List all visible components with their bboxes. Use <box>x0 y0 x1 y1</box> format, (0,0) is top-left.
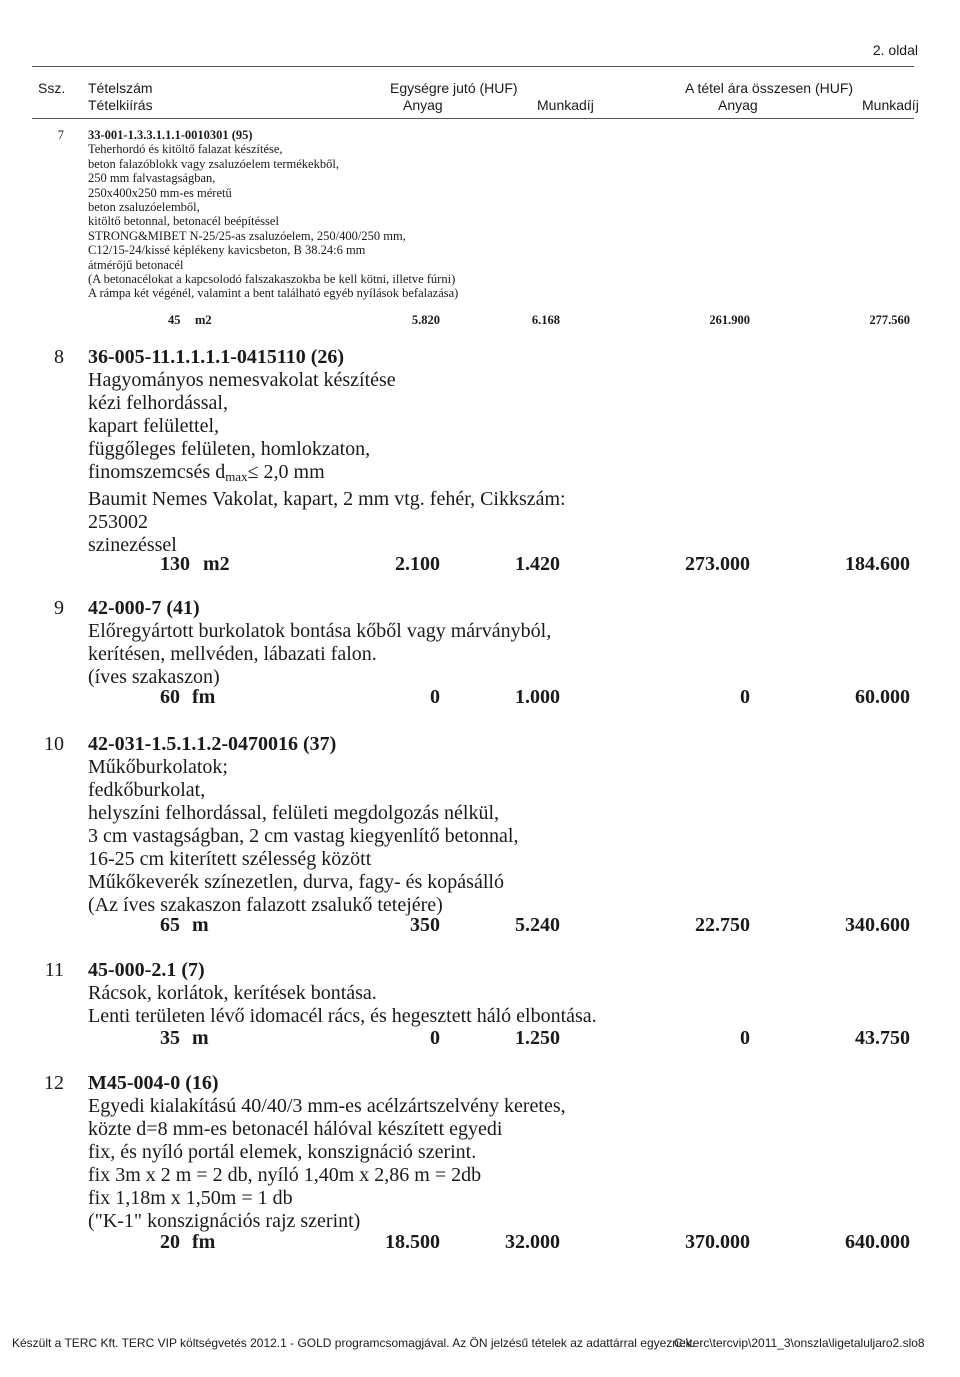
item-unit: fm <box>192 686 216 708</box>
item-line: helyszíni felhordással, felületi megdolgozás nélkül, <box>88 802 499 824</box>
item-number: 12 <box>44 1072 64 1094</box>
item-line: Előregyártott burkolatok bontása kőből vagy márványból, <box>88 620 552 642</box>
item-line: Baumit Nemes Vakolat, kapart, 2 mm vtg. fehér, Cikkszám: <box>88 488 566 510</box>
header-rule-top <box>32 66 914 67</box>
unit-price-munkadij: 1.000 <box>515 686 560 708</box>
item-description <box>88 128 458 301</box>
item-code: M45-004-0 (16) <box>88 1072 219 1094</box>
total-munkadij: 184.600 <box>845 553 910 575</box>
header-tetelszam: Tételszám <box>88 80 153 96</box>
item-unit: m2 <box>203 553 230 575</box>
header-rule-bottom <box>32 118 914 119</box>
header-anyag-unit: Anyag <box>403 97 443 113</box>
unit-price-munkadij: 6.168 <box>531 313 560 327</box>
item-unit: m2 <box>195 313 212 327</box>
item-line: Műkőkeverék színezetlen, durva, fagy- és kopásálló <box>88 871 504 893</box>
item-quantity: 20 <box>160 1231 180 1253</box>
header-egysegre: Egységre jutó (HUF) <box>390 80 518 96</box>
item-quantity: 45 <box>168 313 181 327</box>
item-quantity: 35 <box>160 1027 180 1049</box>
item-line: Egyedi kialakítású 40/40/3 mm-es acélzártszelvény keretes, <box>88 1095 566 1117</box>
item-line: 3 cm vastagságban, 2 cm vastag kiegyenlítő betonnal, <box>88 825 519 847</box>
item-number: 9 <box>54 597 64 619</box>
total-anyag: 261.900 <box>709 313 750 327</box>
item-quantity: 130 <box>160 553 190 575</box>
header-ssz: Ssz. <box>38 80 66 96</box>
total-munkadij: 277.560 <box>869 313 910 327</box>
item-description <box>88 959 597 1028</box>
item-line: kézi felhordással, <box>88 392 228 414</box>
unit-price-anyag: 18.500 <box>385 1231 440 1253</box>
item-line: (íves szakaszon) <box>88 666 220 688</box>
item-number: 11 <box>44 959 64 981</box>
total-munkadij: 340.600 <box>845 914 910 936</box>
item-code: 33-001-1.3.3.1.1.1-0010301 (95) <box>88 128 253 142</box>
header-munkadij-total: Munkadíj <box>862 97 919 113</box>
header-munkadij-unit: Munkadíj <box>537 97 594 113</box>
item-line: függőleges felületen, homlokzaton, <box>88 438 371 460</box>
item-line: STRONG&MIBET N-25/25-as zsaluzóelem, 250/400/250 mm, <box>88 228 406 243</box>
page-number: 2. oldal <box>872 42 918 58</box>
item-line: kitöltő betonnal, betonacél beépítéssel <box>88 214 279 229</box>
item-number: 10 <box>44 733 64 755</box>
item-line: Műkőburkolatok; <box>88 756 228 778</box>
unit-price-anyag: 350 <box>410 914 440 936</box>
unit-price-anyag: 2.100 <box>395 553 440 575</box>
item-unit: fm <box>192 1231 216 1253</box>
item-line: C12/15-24/kissé képlékeny kavicsbeton, B 38.24:6 mm <box>88 243 366 258</box>
item-line: Lenti területen lévő idomacél rács, és hegesztett háló elbontása. <box>88 1005 597 1027</box>
item-line: fedkőburkolat, <box>88 779 206 801</box>
header-anyag-total: Anyag <box>718 97 758 113</box>
total-anyag: 370.000 <box>685 1231 750 1253</box>
item-line: szinezéssel <box>88 534 177 556</box>
unit-price-munkadij: 32.000 <box>505 1231 560 1253</box>
item-line: fix 1,18m x 1,50m = 1 db <box>88 1187 293 1209</box>
unit-price-anyag: 0 <box>430 1027 440 1049</box>
item-description <box>88 597 551 689</box>
total-anyag: 22.750 <box>695 914 750 936</box>
item-line: ("K-1" konszignációs rajz szerint) <box>88 1210 361 1232</box>
unit-price-munkadij: 1.250 <box>515 1027 560 1049</box>
unit-price-munkadij: 5.240 <box>515 914 560 936</box>
unit-price-munkadij: 1.420 <box>515 553 560 575</box>
item-line: átmérőjű betonacél <box>88 257 184 272</box>
item-number: 7 <box>57 128 64 142</box>
item-line: fix 3m x 2 m = 2 db, nyíló 1,40m x 2,86 m = 2db <box>88 1164 482 1186</box>
item-line: 253002 <box>88 511 148 533</box>
item-line: Rácsok, korlátok, kerítések bontása. <box>88 982 377 1004</box>
item-line: beton falazóblokk vagy zsaluzóelem termékekből, <box>88 156 339 171</box>
item-line: kapart felülettel, <box>88 415 220 437</box>
item-line: 250x400x250 mm-es méretű <box>88 185 232 200</box>
footer-file-path: C:\terc\tercvip\2011_3\onszla\ligetaluljaro2.slo8 <box>674 1336 925 1350</box>
item-description <box>88 346 566 557</box>
total-munkadij: 640.000 <box>845 1231 910 1253</box>
total-munkadij: 43.750 <box>855 1027 910 1049</box>
header-tetelkiiras: Tételkiírás <box>88 97 153 113</box>
header-osszesen: A tétel ára összesen (HUF) <box>685 80 854 96</box>
item-quantity: 60 <box>160 686 180 708</box>
item-code: 45-000-2.1 (7) <box>88 959 205 981</box>
item-quantity: 65 <box>160 914 180 936</box>
item-line: A rámpa két végénél, valamint a bent található egyéb nyílások befalazása) <box>88 286 459 301</box>
item-line: 16-25 cm kiterített szélesség között <box>88 848 372 870</box>
item-line: beton zsaluzóelemből, <box>88 200 200 215</box>
item-line: fix, és nyíló portál elemek, konszignáció szerint. <box>88 1141 477 1163</box>
item-code: 36-005-11.1.1.1.1-0415110 (26) <box>88 346 345 368</box>
footer-credit: Készült a TERC Kft. TERC VIP költségvetés 2012.1 - GOLD programcsomagjával. Az ÖN jelzésű tételek az adattárral egyeznek. <box>12 1336 695 1350</box>
item-unit: m <box>192 914 209 936</box>
item-line: (Az íves szakaszon falazott zsalukő tetejére) <box>88 894 443 916</box>
item-line: (A betonacélokat a kapcsolodó falszakaszokba be kell kötni, illetve fúrni) <box>88 272 456 287</box>
item-line: Teherhordó és kitöltő falazat készítése, <box>88 142 283 157</box>
total-munkadij: 60.000 <box>855 686 910 708</box>
item-description <box>88 733 518 917</box>
item-line: kerítésen, mellvéden, lábazati falon. <box>88 643 377 665</box>
item-code: 42-000-7 (41) <box>88 597 200 619</box>
item-line: 250 mm falvastagságban, <box>88 171 216 186</box>
total-anyag: 0 <box>740 1027 750 1049</box>
item-line: Hagyományos nemesvakolat készítése <box>88 369 396 391</box>
item-number: 8 <box>54 346 64 368</box>
item-code: 42-031-1.5.1.1.2-0470016 (37) <box>88 733 337 755</box>
item-description <box>88 1072 566 1233</box>
item-line-dmax: finomszemcsés $d_{max}\le 2,0$ mm <box>88 461 325 484</box>
item-unit: m <box>192 1027 209 1049</box>
unit-price-anyag: 0 <box>430 686 440 708</box>
total-anyag: 273.000 <box>685 553 750 575</box>
unit-price-anyag: 5.820 <box>411 313 440 327</box>
total-anyag: 0 <box>740 686 750 708</box>
item-line: közte d=8 mm-es betonacél hálóval készített egyedi <box>88 1118 503 1140</box>
